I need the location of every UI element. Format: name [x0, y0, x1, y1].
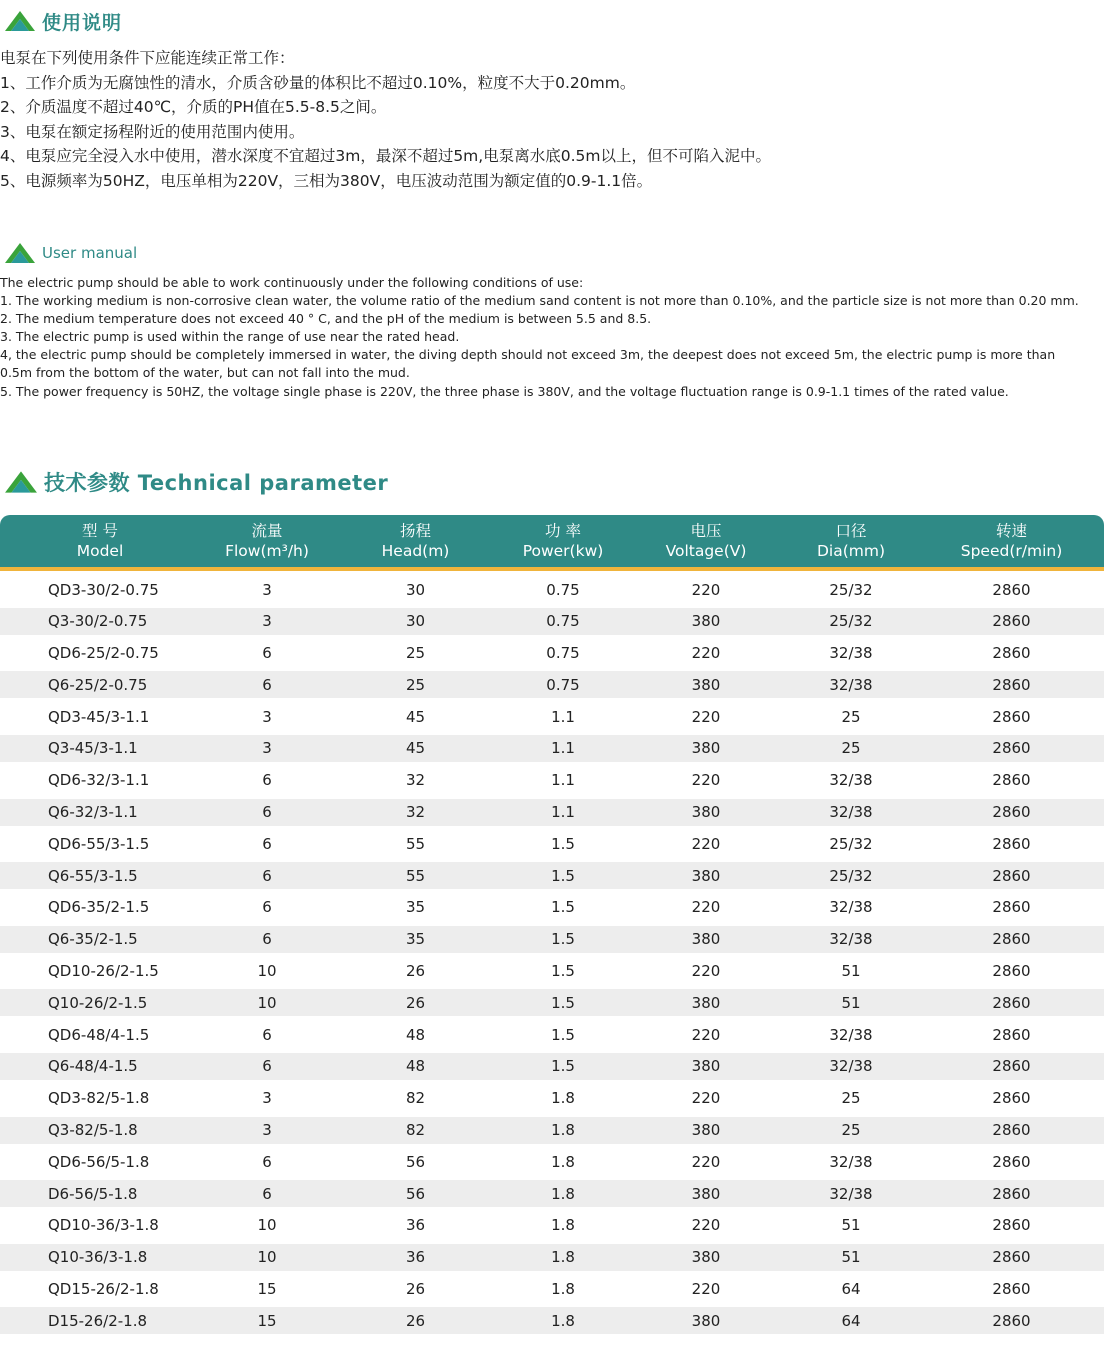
table-cell: Q6-48/4-1.5: [48, 1057, 138, 1076]
table-cell: 1.1: [551, 803, 575, 822]
table-cell: 2860: [992, 1089, 1031, 1108]
usage-cn-line: 电泵在下列使用条件下应能连续正常工作：: [0, 49, 295, 67]
table-cell: 2860: [992, 1184, 1031, 1203]
table-cell: 32/38: [829, 1152, 873, 1171]
table-cell: 26: [405, 962, 426, 981]
table-row: [0, 671, 1104, 698]
table-cell: QD3-30/2-0.75: [48, 580, 159, 599]
usage-cn-line: 3、电泵在额定扬程附近的使用范围内使用。: [0, 122, 305, 141]
table-cell: 30: [405, 580, 426, 599]
table-cell: 6: [262, 866, 272, 885]
table-cell: 1.1: [551, 771, 575, 790]
table-cell: Q6-35/2-1.5: [48, 930, 138, 949]
table-cell: 25: [841, 707, 861, 726]
table-cell: 1.5: [551, 1025, 575, 1044]
table-cell: QD3-45/3-1.1: [48, 707, 150, 726]
usage-cn-text: [0, 46, 771, 193]
table-row: [0, 894, 1104, 921]
column-header: [783, 515, 919, 567]
table-cell: 1.1: [551, 739, 575, 758]
table-cell: 45: [405, 707, 426, 726]
column-header-en: Power(kw): [522, 542, 604, 560]
table-cell: 380: [691, 993, 721, 1012]
table-row: [0, 1180, 1104, 1207]
table-row: [0, 703, 1104, 730]
table-cell: 2860: [992, 866, 1031, 885]
table-cell: 64: [841, 1311, 861, 1330]
table-cell: 2860: [992, 898, 1031, 917]
table-cell: 36: [405, 1248, 426, 1267]
table-cell: 82: [405, 1089, 426, 1108]
column-header: [629, 515, 783, 567]
table-cell: 15: [257, 1311, 277, 1330]
table-cell: 380: [691, 1057, 721, 1076]
column-header-en: Head(m): [381, 542, 450, 560]
table-cell: 1.5: [551, 962, 575, 981]
table-cell: 51: [841, 1216, 861, 1235]
table-cell: 3: [262, 612, 272, 631]
table-cell: 56: [405, 1184, 426, 1203]
table-row: [0, 799, 1104, 826]
table-cell: 3: [262, 580, 272, 599]
table-row: [0, 1053, 1104, 1080]
table-cell: 25: [841, 1121, 861, 1140]
table-row: [0, 1021, 1104, 1048]
table-cell: 1.5: [551, 866, 575, 885]
table-cell: 26: [405, 993, 426, 1012]
table-cell: 25/32: [829, 866, 873, 885]
table-cell: 1.8: [551, 1280, 575, 1299]
usage-cn-line: 4、电泵应完全浸入水中使用，潜水深度不宜超过3m，最深不超过5m,电泵离水底0.5m以上，但不可陷入泥中。: [0, 147, 771, 165]
table-cell: QD6-56/5-1.8: [48, 1152, 150, 1171]
table-cell: 220: [691, 1152, 721, 1171]
table-cell: QD10-36/3-1.8: [48, 1216, 159, 1235]
column-header-en: Voltage(V): [665, 542, 747, 560]
table-cell: 35: [405, 930, 426, 949]
table-row: [0, 989, 1104, 1016]
table-cell: 2860: [992, 644, 1031, 663]
table-cell: 2860: [992, 1248, 1031, 1267]
user-manual-line: 4, the electric pump should be completely immersed in water, the diving depth should not exceed 3m, the deepest does not exceed 5m, the electric pump is more than: [0, 347, 1056, 363]
table-cell: 2860: [992, 993, 1031, 1012]
table-cell: 6: [262, 898, 272, 917]
column-header-cn: 流量: [251, 522, 283, 540]
usage-cn-line: 1、工作介质为无腐蚀性的清水，介质含砂量的体积比不超过0.10%，粒度不大于0.20mm。: [0, 73, 636, 92]
table-cell: 220: [691, 834, 721, 853]
table-cell: 220: [691, 962, 721, 981]
table-cell: 1.8: [551, 1089, 575, 1108]
table-cell: 10: [257, 1216, 277, 1235]
table-cell: 380: [691, 612, 721, 631]
table-cell: 6: [262, 675, 272, 694]
table-cell: 220: [691, 580, 721, 599]
table-cell: 25/32: [829, 834, 873, 853]
table-cell: 2860: [992, 707, 1031, 726]
table-cell: 32/38: [829, 803, 873, 822]
table-cell: 36: [405, 1216, 426, 1235]
table-cell: 51: [841, 962, 861, 981]
table-cell: 220: [691, 707, 721, 726]
table-cell: 6: [262, 803, 272, 822]
table-cell: 380: [691, 675, 721, 694]
table-cell: 1.8: [551, 1152, 575, 1171]
table-cell: 0.75: [546, 612, 580, 631]
table-cell: 1.8: [551, 1216, 575, 1235]
table-cell: 25: [841, 1089, 861, 1108]
table-cell: 2860: [992, 1121, 1031, 1140]
table-cell: 1.5: [551, 834, 575, 853]
table-cell: 380: [691, 739, 721, 758]
table-cell: 1.1: [551, 707, 575, 726]
table-cell: 2860: [992, 771, 1031, 790]
section-heading-user-manual: [4, 240, 137, 266]
table-cell: 2860: [992, 1311, 1031, 1330]
table-cell: QD3-82/5-1.8: [48, 1089, 150, 1108]
table-cell: 6: [262, 771, 272, 790]
table-cell: 55: [405, 834, 426, 853]
table-cell: 6: [262, 1057, 272, 1076]
table-cell: 2860: [992, 834, 1031, 853]
table-cell: 1.5: [551, 1057, 575, 1076]
table-cell: D15-26/2-1.8: [48, 1311, 148, 1330]
table-cell: 64: [841, 1280, 861, 1299]
table-cell: 2860: [992, 1152, 1031, 1171]
table-cell: 48: [405, 1025, 426, 1044]
table-cell: 1.5: [551, 930, 575, 949]
table-cell: 3: [262, 1089, 272, 1108]
table-cell: 2860: [992, 1025, 1031, 1044]
table-cell: 82: [405, 1121, 426, 1140]
table-cell: 2860: [992, 739, 1031, 758]
table-cell: QD6-32/3-1.1: [48, 771, 150, 790]
logo-icon: [4, 10, 36, 32]
table-cell: 220: [691, 1025, 721, 1044]
user-manual-line: 2. The medium temperature does not exceed 40 ° C, and the pH of the medium is between 5.5 and 8.5.: [0, 311, 652, 327]
table-body: [0, 576, 1104, 1334]
table-cell: 0.75: [546, 644, 580, 663]
table-cell: 2860: [992, 1057, 1031, 1076]
table-cell: 380: [691, 1184, 721, 1203]
table-cell: 6: [262, 1184, 272, 1203]
table-row: [0, 926, 1104, 953]
table-cell: 0.75: [546, 580, 580, 599]
table-row: [0, 1307, 1104, 1334]
table-cell: 1.8: [551, 1248, 575, 1267]
table-header: [0, 515, 1104, 571]
table-cell: 1.5: [551, 898, 575, 917]
table-cell: 380: [691, 803, 721, 822]
table-row: [0, 608, 1104, 635]
column-header-en: Model: [76, 542, 124, 560]
table-cell: 32/38: [829, 1184, 873, 1203]
table-row: [0, 958, 1104, 985]
column-header-en: Dia(mm): [816, 542, 886, 560]
table-cell: 380: [691, 1311, 721, 1330]
table-row: [0, 1117, 1104, 1144]
table-cell: 45: [405, 739, 426, 758]
table-cell: Q3-45/3-1.1: [48, 739, 138, 758]
table-cell: 6: [262, 834, 272, 853]
table-cell: 55: [405, 866, 426, 885]
table-cell: 2860: [992, 675, 1031, 694]
column-header: [334, 515, 497, 567]
table-cell: 2860: [992, 580, 1031, 599]
column-header-en: Speed(r/min): [960, 542, 1063, 560]
table-cell: 15: [257, 1280, 277, 1299]
table-cell: 220: [691, 1089, 721, 1108]
table-cell: 56: [405, 1152, 426, 1171]
table-cell: Q6-55/3-1.5: [48, 866, 138, 885]
table-cell: 26: [405, 1311, 426, 1330]
user-manual-text: [0, 274, 1110, 401]
table-cell: 220: [691, 898, 721, 917]
column-header-cn: 口径: [835, 522, 867, 540]
table-cell: 6: [262, 1025, 272, 1044]
column-header: [919, 515, 1104, 567]
table-cell: 32: [405, 771, 426, 790]
table-cell: QD6-25/2-0.75: [48, 644, 159, 663]
table-cell: 25: [841, 739, 861, 758]
table-cell: 35: [405, 898, 426, 917]
table-cell: D6-56/5-1.8: [48, 1184, 138, 1203]
user-manual-line: 1. The working medium is non-corrosive clean water, the volume ratio of the medium sand content is not more than 0.10%, and the particle size is not more than 0.20 mm.: [0, 293, 1079, 309]
section-heading-technical-parameter: [4, 468, 388, 496]
table-row: [0, 576, 1104, 603]
user-manual-line: 0.5m from the bottom of the water, but can not fall into the mud.: [0, 365, 410, 381]
table-cell: 51: [841, 1248, 861, 1267]
table-cell: 32: [405, 803, 426, 822]
column-header: [200, 515, 334, 567]
table-cell: 220: [691, 1216, 721, 1235]
user-manual-line: 3. The electric pump is used within the range of use near the rated head.: [0, 329, 460, 345]
table-cell: 26: [405, 1280, 426, 1299]
table-row: [0, 830, 1104, 857]
column-header: [497, 515, 629, 567]
table-cell: Q3-82/5-1.8: [48, 1121, 138, 1140]
table-cell: 380: [691, 930, 721, 949]
table-cell: 10: [257, 1248, 277, 1267]
column-header-en: Flow(m³/h): [225, 542, 309, 560]
table-cell: Q10-26/2-1.5: [48, 993, 148, 1012]
table-cell: 32/38: [829, 898, 873, 917]
table-cell: 30: [405, 612, 426, 631]
table-cell: Q10-36/3-1.8: [48, 1248, 148, 1267]
table-cell: 48: [405, 1057, 426, 1076]
table-cell: 6: [262, 930, 272, 949]
table-row: [0, 862, 1104, 889]
table-cell: 25: [405, 675, 426, 694]
table-row: [0, 1085, 1104, 1112]
table-cell: 1.8: [551, 1184, 575, 1203]
table-cell: QD10-26/2-1.5: [48, 962, 159, 981]
table-cell: 220: [691, 771, 721, 790]
table-cell: 32/38: [829, 771, 873, 790]
table-cell: 3: [262, 707, 272, 726]
table-cell: 380: [691, 1248, 721, 1267]
user-manual-line: 5. The power frequency is 50HZ, the voltage single phase is 220V, the three phase is 380V, and the voltage fluctuation range is 0.9-1.1 times of the rated value.: [0, 383, 1009, 399]
column-header-cn: 扬程: [399, 522, 431, 540]
column-header-cn: 功 率: [545, 522, 581, 540]
usage-cn-line: 2、介质温度不超过40℃，介质的PH值在5.5-8.5之间。: [0, 98, 387, 116]
table-cell: 220: [691, 644, 721, 663]
table-cell: 25: [405, 644, 426, 663]
table-cell: 0.75: [546, 675, 580, 694]
table-cell: QD15-26/2-1.8: [48, 1280, 159, 1299]
technical-parameter-table: [0, 515, 1104, 1339]
heading-title: 技术参数 Technical parameter: [44, 471, 389, 495]
table-row: [0, 735, 1104, 762]
table-cell: 2860: [992, 1216, 1031, 1235]
heading-title: 使用说明: [42, 11, 123, 34]
table-cell: 3: [262, 1121, 272, 1140]
table-cell: Q6-32/3-1.1: [48, 803, 138, 822]
table-cell: 10: [257, 962, 277, 981]
table-cell: 1.5: [551, 993, 575, 1012]
logo-icon: [4, 242, 36, 264]
table-row: [0, 1276, 1104, 1303]
table-cell: 2860: [992, 962, 1031, 981]
table-cell: 380: [691, 866, 721, 885]
table-cell: 2860: [992, 930, 1031, 949]
table-cell: Q6-25/2-0.75: [48, 675, 148, 694]
table-cell: 10: [257, 993, 277, 1012]
table-cell: 32/38: [829, 1025, 873, 1044]
table-row: [0, 1244, 1104, 1271]
table-cell: 1.8: [551, 1311, 575, 1330]
table-cell: 1.8: [551, 1121, 575, 1140]
table-cell: 32/38: [829, 930, 873, 949]
table-row: [0, 1148, 1104, 1175]
table-cell: 220: [691, 1280, 721, 1299]
table-cell: Q3-30/2-0.75: [48, 612, 148, 631]
table-row: [0, 767, 1104, 794]
table-row: [0, 640, 1104, 667]
table-cell: 51: [841, 993, 861, 1012]
table-cell: QD6-48/4-1.5: [48, 1025, 150, 1044]
table-cell: 25/32: [829, 612, 873, 631]
table-cell: 2860: [992, 1280, 1031, 1299]
usage-cn-line: 5、电源频率为50HZ，电压单相为220V，三相为380V，电压波动范围为额定值的0.9-1.1倍。: [0, 171, 653, 190]
table-cell: 380: [691, 1121, 721, 1140]
user-manual-line: The electric pump should be able to work continuously under the following conditions of use:: [0, 275, 584, 290]
table-cell: QD6-35/2-1.5: [48, 898, 150, 917]
table-cell: 25/32: [829, 580, 873, 599]
heading-title: User manual: [42, 244, 138, 262]
column-header-cn: 型 号: [82, 522, 118, 540]
column-header-cn: 电压: [690, 522, 722, 540]
table-cell: 3: [262, 739, 272, 758]
table-cell: 2860: [992, 612, 1031, 631]
table-row: [0, 1212, 1104, 1239]
table-cell: 6: [262, 644, 272, 663]
column-header-cn: 转速: [995, 522, 1027, 540]
table-cell: 32/38: [829, 1057, 873, 1076]
table-cell: 32/38: [829, 644, 873, 663]
logo-icon: [4, 470, 38, 494]
table-cell: 6: [262, 1152, 272, 1171]
table-cell: QD6-55/3-1.5: [48, 834, 150, 853]
section-heading-usage-cn: [4, 8, 122, 34]
table-cell: 32/38: [829, 675, 873, 694]
table-cell: 2860: [992, 803, 1031, 822]
column-header: [0, 515, 200, 567]
